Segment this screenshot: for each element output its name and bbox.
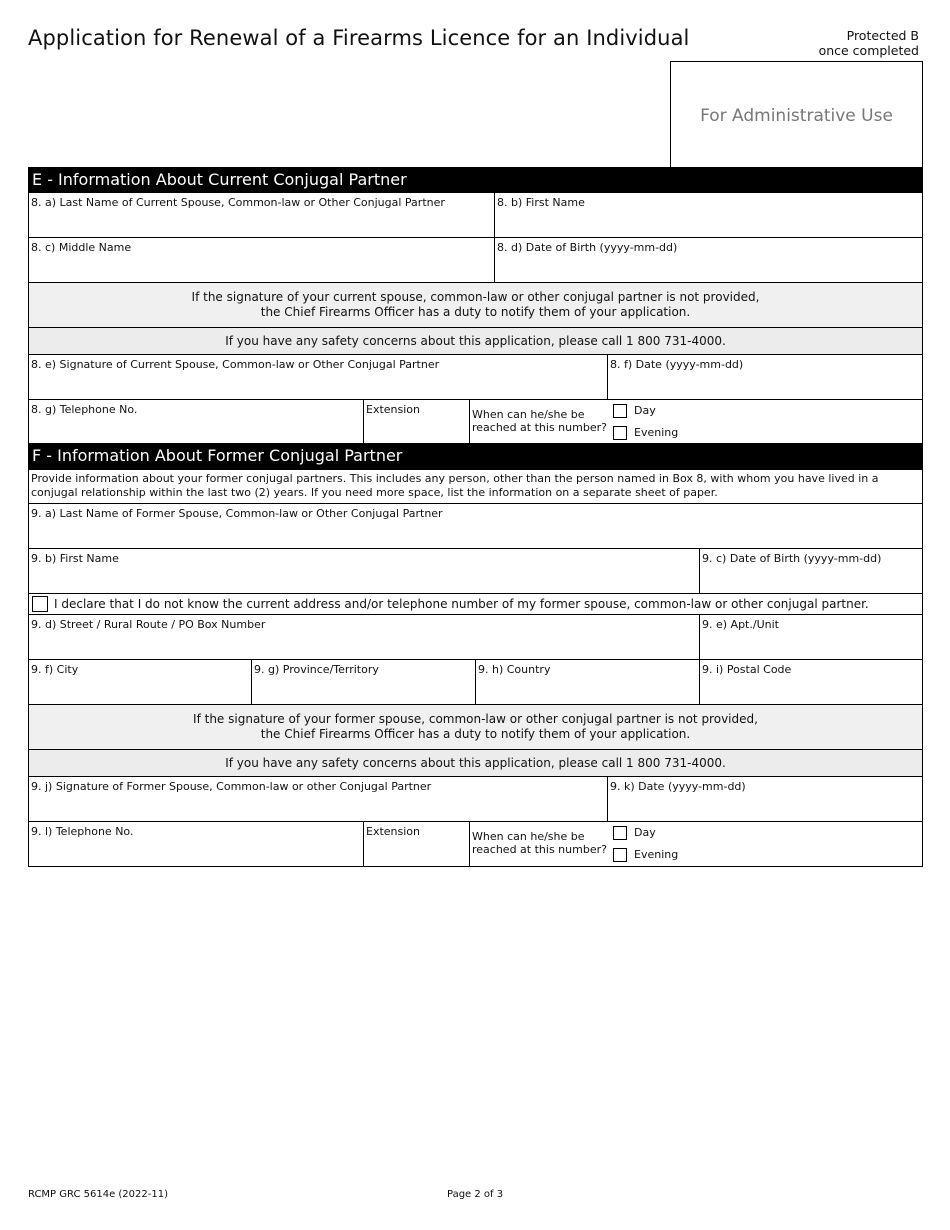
section-f-heading: F - Information About Former Conjugal Partner [28, 443, 923, 469]
current-signature-date-field[interactable] [607, 354, 923, 400]
evening-label: Evening [634, 848, 679, 861]
current-signature-field[interactable] [28, 354, 608, 400]
former-signature-date-field[interactable] [607, 776, 923, 822]
field-label: 9. f) City [31, 663, 79, 676]
former-extension-field[interactable] [363, 821, 470, 867]
current-first-name-field[interactable] [494, 192, 923, 238]
current-reach-time-group [469, 399, 923, 445]
current-middle-name-field[interactable] [28, 237, 495, 283]
evening-label: Evening [634, 426, 679, 439]
former-signature-field[interactable] [28, 776, 608, 822]
protected-label [819, 28, 919, 58]
protected-line-2: once completed [818, 43, 919, 58]
former-city-field[interactable] [28, 659, 252, 705]
intro-line-1: Provide information about your former conjugal partners. This includes any person, other than the person named in Box 8, with whom you have lived in a [31, 472, 879, 485]
former-province-field[interactable] [251, 659, 476, 705]
current-extension-field[interactable] [363, 399, 470, 445]
field-label: Extension [366, 825, 421, 838]
former-partner-notice [28, 704, 923, 750]
reach-question-line-2: reached at this number? [472, 843, 607, 856]
reach-question-line-1: When can he/she be [472, 830, 585, 843]
former-evening-checkbox[interactable] [613, 848, 627, 862]
former-street-field[interactable] [28, 614, 700, 660]
field-label: 9. i) Postal Code [702, 663, 792, 676]
declare-checkbox[interactable] [32, 596, 48, 612]
field-label: 8. c) Middle Name [31, 241, 132, 254]
former-day-checkbox[interactable] [613, 826, 627, 840]
reach-question [472, 408, 607, 434]
protected-line-1: Protected B [846, 28, 919, 43]
field-label: 9. l) Telephone No. [31, 825, 134, 838]
current-dob-field[interactable] [494, 237, 923, 283]
field-label: 9. k) Date (yyyy-mm-dd) [610, 780, 746, 793]
former-first-name-field[interactable] [28, 548, 700, 594]
current-safety-notice: If you have any safety concerns about this application, please call 1 800 731-4000. [28, 327, 923, 355]
field-label: 9. e) Apt./Unit [702, 618, 779, 631]
notice-line-1: If the signature of your former spouse, common-law or other conjugal partner is not provided, [193, 712, 758, 726]
field-label: 9. j) Signature of Former Spouse, Common-law or other Conjugal Partner [31, 780, 432, 793]
field-label: 8. e) Signature of Current Spouse, Common-law or Other Conjugal Partner [31, 358, 440, 371]
field-label: 8. b) First Name [497, 196, 585, 209]
current-last-name-field[interactable] [28, 192, 495, 238]
day-label: Day [634, 826, 656, 839]
reach-question-line-2: reached at this number? [472, 421, 607, 434]
declare-row [28, 593, 923, 615]
current-telephone-field[interactable] [28, 399, 364, 445]
field-label: 9. d) Street / Rural Route / PO Box Number [31, 618, 266, 631]
current-evening-checkbox[interactable] [613, 426, 627, 440]
former-telephone-field[interactable] [28, 821, 364, 867]
notice-line-2: the Chief Firearms Officer has a duty to notify them of your application. [260, 727, 691, 741]
page-number: Page 2 of 3 [447, 1189, 504, 1200]
declare-label: I declare that I do not know the current address and/or telephone number of my former spouse, common-law or other conjugal partner. [54, 597, 869, 611]
field-label: 9. h) Country [478, 663, 551, 676]
admin-use-box: For Administrative Use [670, 61, 923, 169]
field-label: 9. c) Date of Birth (yyyy-mm-dd) [702, 552, 882, 565]
reach-question [472, 830, 607, 856]
former-safety-notice: If you have any safety concerns about this application, please call 1 800 731-4000. [28, 749, 923, 777]
former-dob-field[interactable] [699, 548, 923, 594]
field-label: 9. g) Province/Territory [254, 663, 379, 676]
former-apt-field[interactable] [699, 614, 923, 660]
field-label: Extension [366, 403, 421, 416]
intro-line-2: conjugal relationship within the last two (2) years. If you need more space, list the information on a separate sheet of paper. [31, 486, 718, 499]
current-partner-notice [28, 282, 923, 328]
current-day-checkbox[interactable] [613, 404, 627, 418]
field-label: 8. d) Date of Birth (yyyy-mm-dd) [497, 241, 678, 254]
field-label: 9. b) First Name [31, 552, 119, 565]
notice-line-1: If the signature of your current spouse, common-law or other conjugal partner is not provided, [191, 290, 760, 304]
day-label: Day [634, 404, 656, 417]
field-label: 8. a) Last Name of Current Spouse, Common-law or Other Conjugal Partner [31, 196, 445, 209]
notice-line-2: the Chief Firearms Officer has a duty to notify them of your application. [260, 305, 691, 319]
section-e-heading: E - Information About Current Conjugal Partner [28, 167, 923, 193]
form-code: RCMP GRC 5614e (2022-11) [28, 1189, 168, 1200]
page-title: Application for Renewal of a Firearms Licence for an Individual [28, 26, 690, 50]
former-country-field[interactable] [475, 659, 700, 705]
former-postal-code-field[interactable] [699, 659, 923, 705]
reach-question-line-1: When can he/she be [472, 408, 585, 421]
former-last-name-field[interactable] [28, 503, 923, 549]
former-partner-intro [28, 469, 923, 504]
field-label: 8. g) Telephone No. [31, 403, 138, 416]
former-reach-time-group [469, 821, 923, 867]
field-label: 9. a) Last Name of Former Spouse, Common-law or Other Conjugal Partner [31, 507, 443, 520]
field-label: 8. f) Date (yyyy-mm-dd) [610, 358, 744, 371]
